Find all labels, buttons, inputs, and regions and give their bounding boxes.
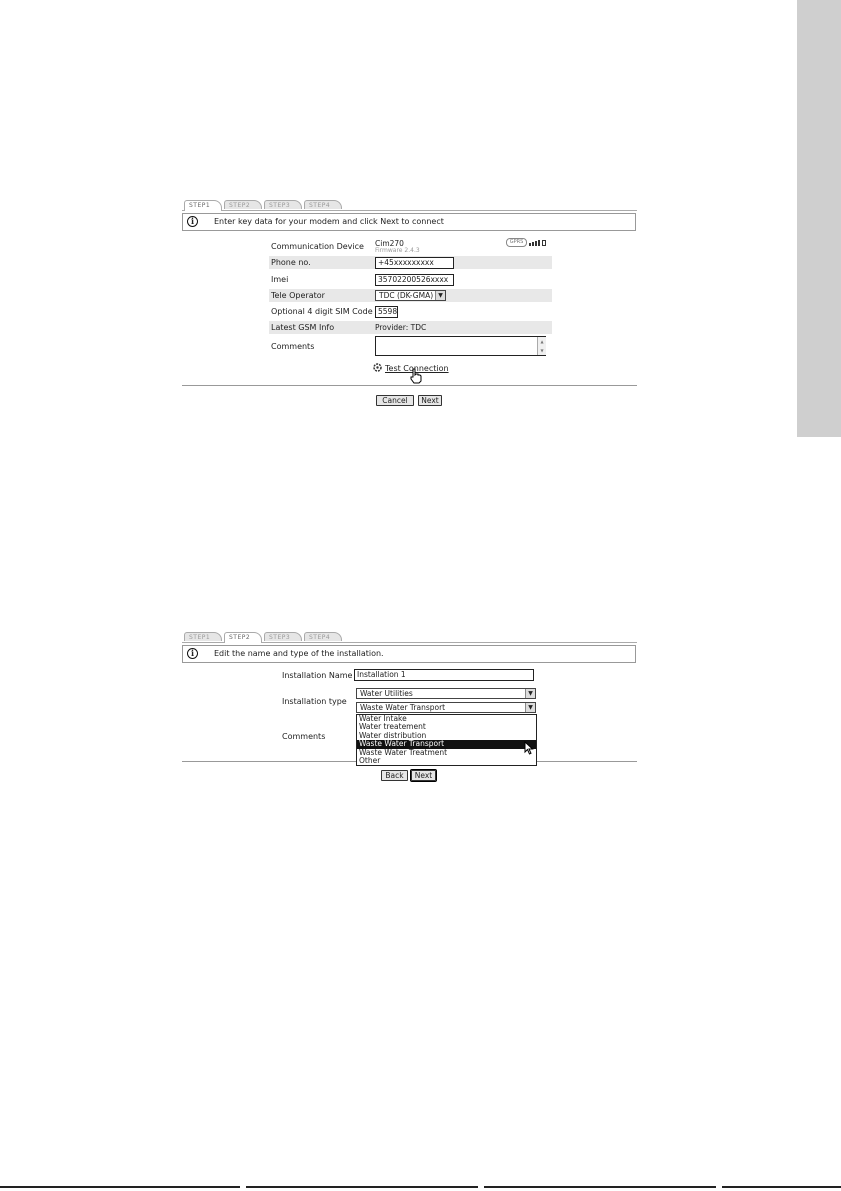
chapter-side-tab xyxy=(797,0,841,437)
step2-tab-step4[interactable]: STEP4 xyxy=(304,632,342,641)
step2-tab-step3[interactable]: STEP3 xyxy=(264,632,302,641)
operator-value: TDC (DK-GMA) xyxy=(379,291,434,300)
installation-name-row xyxy=(280,669,540,682)
device-value: Cim270 xyxy=(375,239,404,248)
chevron-down-icon[interactable]: ▼ xyxy=(525,689,535,698)
comments-label: Comments xyxy=(271,342,315,351)
comments-row xyxy=(269,335,552,359)
signal-strength-icon xyxy=(529,239,547,246)
gsm-label: Latest GSM Info xyxy=(271,323,335,332)
page-crop-marks xyxy=(0,1186,841,1191)
gsm-row xyxy=(269,321,552,334)
back-button[interactable]: Back xyxy=(381,770,408,781)
step2-panel xyxy=(182,632,637,792)
next-button[interactable]: Next xyxy=(418,395,442,406)
step1-tab-step1[interactable]: STEP1 xyxy=(184,200,222,211)
step2-comments-row xyxy=(280,730,350,743)
installation-type-label: Installation type xyxy=(282,697,347,706)
step1-panel xyxy=(182,200,637,410)
info-icon: i xyxy=(187,648,198,659)
tab-divider xyxy=(182,210,637,211)
dropdown-option-water-distribution[interactable]: Water distribution xyxy=(359,730,427,740)
phone-input[interactable]: +45xxxxxxxxx xyxy=(375,257,454,269)
chevron-down-icon[interactable]: ▼ xyxy=(525,703,535,712)
next-button[interactable]: Next xyxy=(411,770,436,781)
installation-name-label: Installation Name xyxy=(282,671,353,680)
step2-info-bar xyxy=(182,645,636,663)
imei-label: Imei xyxy=(271,275,289,284)
installation-type-row xyxy=(280,685,540,716)
installation-category-select[interactable] xyxy=(356,688,536,699)
hand-cursor-icon xyxy=(409,368,423,386)
imei-row xyxy=(269,273,552,286)
dropdown-option-water-treatement[interactable]: Water treatement xyxy=(359,722,426,732)
installation-type-select[interactable] xyxy=(356,702,536,713)
step1-info-text: Enter key data for your modem and click Next to connect xyxy=(214,217,444,226)
gprs-badge: GPRS xyxy=(506,238,527,247)
installation-name-input[interactable]: Installation 1 xyxy=(354,669,534,681)
device-label: Communication Device xyxy=(271,242,364,251)
imei-input[interactable]: 35702200526xxxx xyxy=(375,274,454,286)
sim-row xyxy=(269,305,552,318)
step1-divider xyxy=(182,385,637,386)
step2-tab-step2[interactable]: STEP2 xyxy=(224,632,262,643)
phone-label: Phone no. xyxy=(271,258,311,267)
comments-scrollbar[interactable]: ▲ ▼ xyxy=(537,337,546,355)
step1-tab-step2[interactable]: STEP2 xyxy=(224,200,262,209)
step2-comments-label: Comments xyxy=(282,732,326,741)
cancel-button[interactable]: Cancel xyxy=(376,395,414,406)
arrow-cursor-icon xyxy=(524,741,534,757)
installation-type-value: Waste Water Transport xyxy=(360,703,446,712)
step1-info-bar xyxy=(182,213,636,231)
comments-textarea[interactable] xyxy=(375,336,546,356)
operator-label: Tele Operator xyxy=(271,291,325,300)
operator-select[interactable] xyxy=(375,290,446,301)
chevron-down-icon[interactable]: ▼ xyxy=(435,291,445,300)
dropdown-option-water-intake[interactable]: Water Intake xyxy=(359,714,407,723)
phone-row xyxy=(269,256,552,269)
step2-info-text: Edit the name and type of the installation. xyxy=(214,649,384,658)
info-icon: i xyxy=(187,216,198,227)
installation-category-value: Water Utilities xyxy=(360,689,413,698)
dropdown-option-other[interactable]: Other xyxy=(359,755,381,765)
step2-tab-step1[interactable]: STEP1 xyxy=(184,632,222,641)
step1-tab-step3[interactable]: STEP3 xyxy=(264,200,302,209)
dropdown-option-waste-water-transport[interactable]: Waste Water Transport xyxy=(357,740,536,748)
test-connection-link[interactable]: Test Connection xyxy=(385,364,449,373)
sim-label: Optional 4 digit SIM Code xyxy=(271,307,373,316)
dropdown-option-waste-water-treatment[interactable]: Waste Water Treatment xyxy=(359,747,448,757)
step1-tab-step4[interactable]: STEP4 xyxy=(304,200,342,209)
connection-gear-icon xyxy=(372,362,384,374)
gsm-value: Provider: TDC xyxy=(375,323,427,332)
device-row xyxy=(269,238,552,254)
firmware-version: Firmware 2.4.3 xyxy=(375,247,420,254)
installation-type-dropdown[interactable] xyxy=(356,714,537,766)
sim-code-input[interactable]: 5598 xyxy=(375,306,398,318)
operator-row xyxy=(269,289,552,302)
